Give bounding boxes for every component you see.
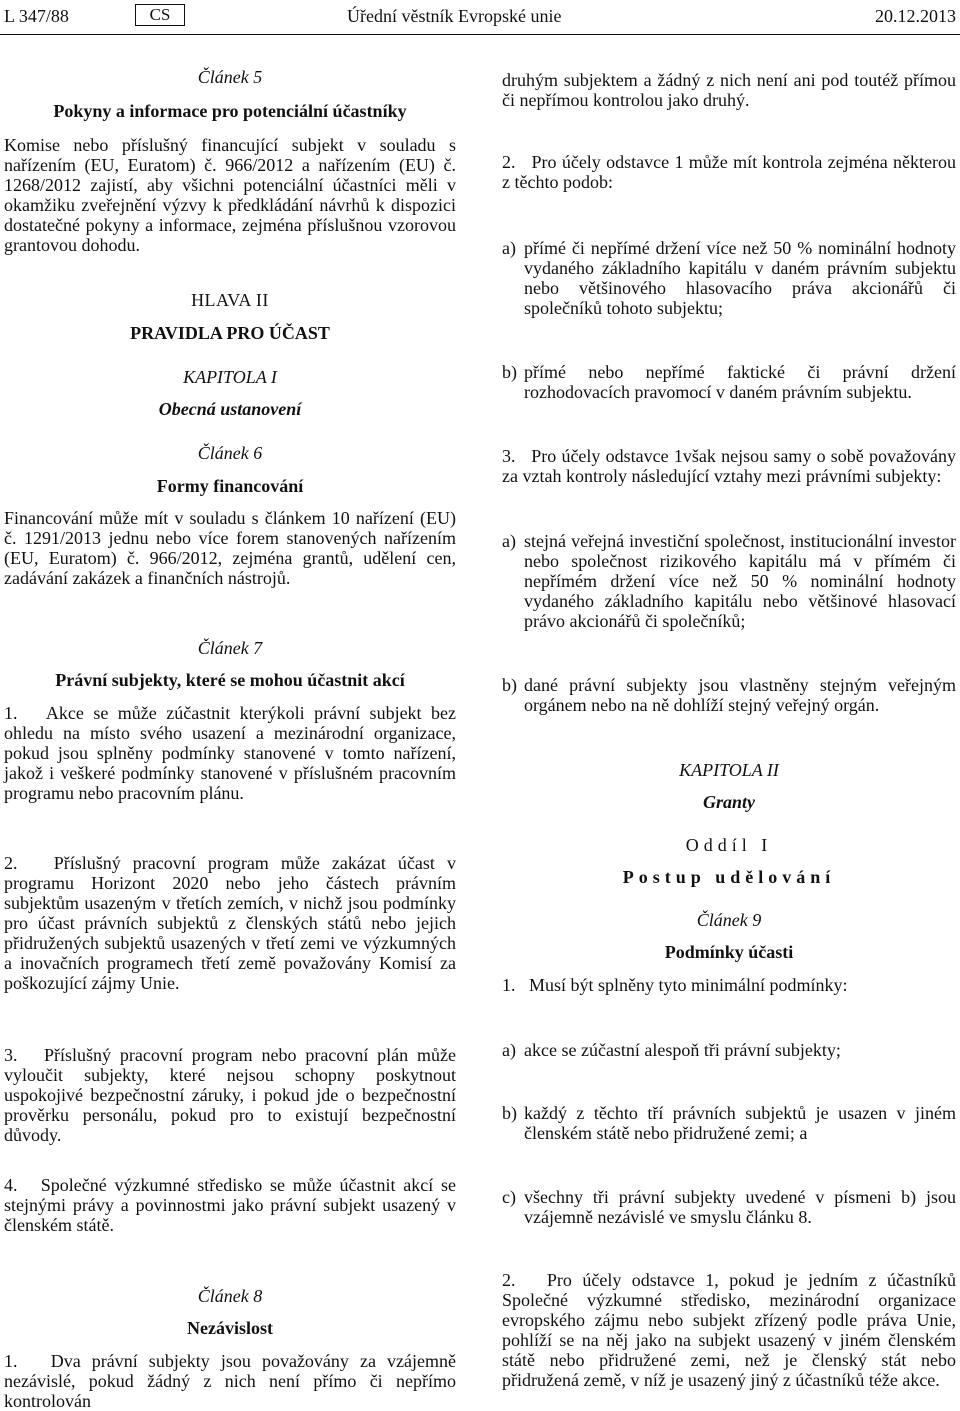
section-i-label: Oddíl I	[685, 835, 773, 855]
list-item	[502, 362, 956, 402]
chapter-ii-label: KAPITOLA II	[679, 760, 779, 780]
article-8-title: Nezávislost	[187, 1318, 273, 1338]
list-item	[502, 675, 956, 715]
page-reference: L 347/88	[4, 6, 69, 26]
header-rule	[0, 34, 960, 35]
list-item	[502, 238, 956, 318]
list-item	[502, 1103, 956, 1143]
list-item-label: b)	[502, 1103, 517, 1123]
list-item-text: každý z těchto tří právních subjektů je usazen v jiném členském státě nebo přidružené zemi; a	[524, 1103, 956, 1143]
title-ii-name: PRAVIDLA PRO ÚČAST	[130, 323, 330, 343]
list-item-text: dané právní subjekty jsou vlastněny stejným veřejným orgánem nebo na ně dohlíží stejný veřejný orgán.	[524, 675, 956, 715]
list-item	[502, 1187, 956, 1227]
article-7-label: Článek 7	[197, 638, 263, 658]
article-7-paragraph-1: 1. Akce se může zúčastnit kterýkoli právní subjekt bez ohledu na místo svého usazení a mezinárodní organizace, pokud jsou splněny podmínky stanovené v tomto nařízení, jakož i veškeré podmínky stanovené v příslušném pracovním programu nebo pracovním plánu.	[4, 703, 456, 803]
language-badge: CS	[135, 4, 185, 26]
article-7-paragraph-2: 2. Příslušný pracovní program může zakázat účast v programu Horizont 2020 nebo jeho částech právním subjektům usazeným v třetích zemích, v nichž jsou podmínky pro účast právních subjektů z členských států nebo jejich přidružených subjektů usazených v třetí zemi ve výzkumných a inovačních programech třetí země považovány Komisí za poškozující zájmy Unie.	[4, 853, 456, 993]
article-9-paragraph-2: 2. Pro účely odstavce 1, pokud je jedním z účastníků Společné výzkumné středisko, mezinárodní organizace evropského zájmu nebo subjekt zřízený podle práva Unie, pohlíží se na něj jako na subjekt usazený v jiném členském státě nebo přidružené zemi, než je členský stát nebo přidružená země, v níž je usazený jiný z účastníků téže akce.	[502, 1270, 956, 1390]
article-6-title: Formy financování	[156, 476, 304, 496]
list-item-text: přímé či nepřímé držení více než 50 % nominální hodnoty vydaného základního kapitálu v daném právním subjektu nebo většinového hlasovacího práva akcionářů či společníků tohoto subjektu;	[524, 238, 956, 318]
article-9-paragraph-1: 1. Musí být splněny tyto minimální podmínky:	[502, 975, 848, 995]
list-item-label: c)	[502, 1187, 516, 1207]
article-6-text: Financování může mít v souladu s článkem 10 nařízení (EU) č. 1291/2013 jednu nebo více forem stanovených nařízením (EU, Euratom) č. 966/2012, zejména grantů, udělení cen, zadávání zakázek a finančních nástrojů.	[4, 508, 456, 588]
journal-title: Úřední věstník Evropské unie	[347, 6, 562, 26]
list-item-text: přímé nebo nepřímé faktické či právní držení rozhodovacích pravomocí v daném právním subjektu.	[524, 362, 956, 402]
chapter-i-label: KAPITOLA I	[183, 367, 277, 387]
list-item-text: stejná veřejná investiční společnost, institucionální investor nebo společnost rizikového kapitálu má v přímém či nepřímém držení více než 50 % nominální hodnoty vydaného základního kapitálu nebo většinové hlasovací právo akcionářů či společníků;	[524, 531, 956, 631]
list-item-label: b)	[502, 675, 517, 695]
article-9-title: Podmínky účasti	[664, 942, 794, 962]
chapter-ii-name: Granty	[702, 792, 755, 812]
section-i-name: Postup udělování	[622, 867, 836, 887]
chapter-i-name: Obecná ustanovení	[158, 399, 302, 419]
article-8-continuation: druhým subjektem a žádný z nich není ani pod toutéž přímou či nepřímou kontrolou jako druhý.	[502, 70, 956, 110]
list-item-label: a)	[502, 238, 516, 258]
article-7-title: Právní subjekty, které se mohou účastnit akcí	[55, 670, 405, 690]
list-item-text: všechny tři právní subjekty uvedené v písmeni b) jsou vzájemně nezávislé ve smyslu článku 8.	[524, 1187, 956, 1227]
page-header	[0, 2, 960, 34]
title-ii-label: HLAVA II	[191, 290, 269, 310]
list-item-text: akce se zúčastní alespoň tři právní subjekty;	[524, 1040, 841, 1060]
list-item-label: a)	[502, 531, 516, 551]
article-8-paragraph-2: 2. Pro účely odstavce 1 může mít kontrola zejména některou z těchto podob:	[502, 152, 956, 192]
list-item-label: a)	[502, 1040, 516, 1060]
publication-date: 20.12.2013	[875, 6, 956, 26]
article-7-paragraph-4: 4. Společné výzkumné středisko se může účastnit akcí se stejnými právy a povinnostmi jako právní subjekt usazený v členském státě.	[4, 1175, 456, 1235]
article-5-text: Komise nebo příslušný financující subjekt v souladu s nařízením (EU, Euratom) č. 966/2012 a nařízením (EU) č. 1268/2012 zajistí, aby všichni potenciální účastníci měli v okamžiku zveřejnění výzvy k předkládání návrhů k dispozici dostatečné pokyny a informace, zejména příslušnou vzorovou grantovou dohodu.	[4, 135, 456, 255]
article-5-title: Pokyny a informace pro potenciální účastníky	[53, 101, 407, 121]
article-9-label: Článek 9	[696, 910, 762, 930]
article-5-label: Článek 5	[197, 67, 263, 87]
list-item	[502, 1040, 956, 1060]
list-item-label: b)	[502, 362, 517, 382]
article-7-paragraph-3: 3. Příslušný pracovní program nebo pracovní plán může vyloučit subjekty, které nejsou schopny poskytnout uspokojivé bezpečnostní záruky, i pokud jde o bezpečnostní prověrku personálu, pokud pro to existují bezpečnostní důvody.	[4, 1045, 456, 1145]
list-item	[502, 531, 956, 631]
article-8-paragraph-1: 1. Dva právní subjekty jsou považovány za vzájemně nezávislé, pokud žádný z nich není přímo či nepřímo kontrolován	[4, 1351, 456, 1411]
article-8-paragraph-3: 3. Pro účely odstavce 1však nejsou samy o sobě považovány za vztah kontroly následující vztahy mezi právními subjekty:	[502, 446, 956, 486]
article-8-label: Článek 8	[197, 1286, 263, 1306]
article-6-label: Článek 6	[197, 443, 263, 463]
